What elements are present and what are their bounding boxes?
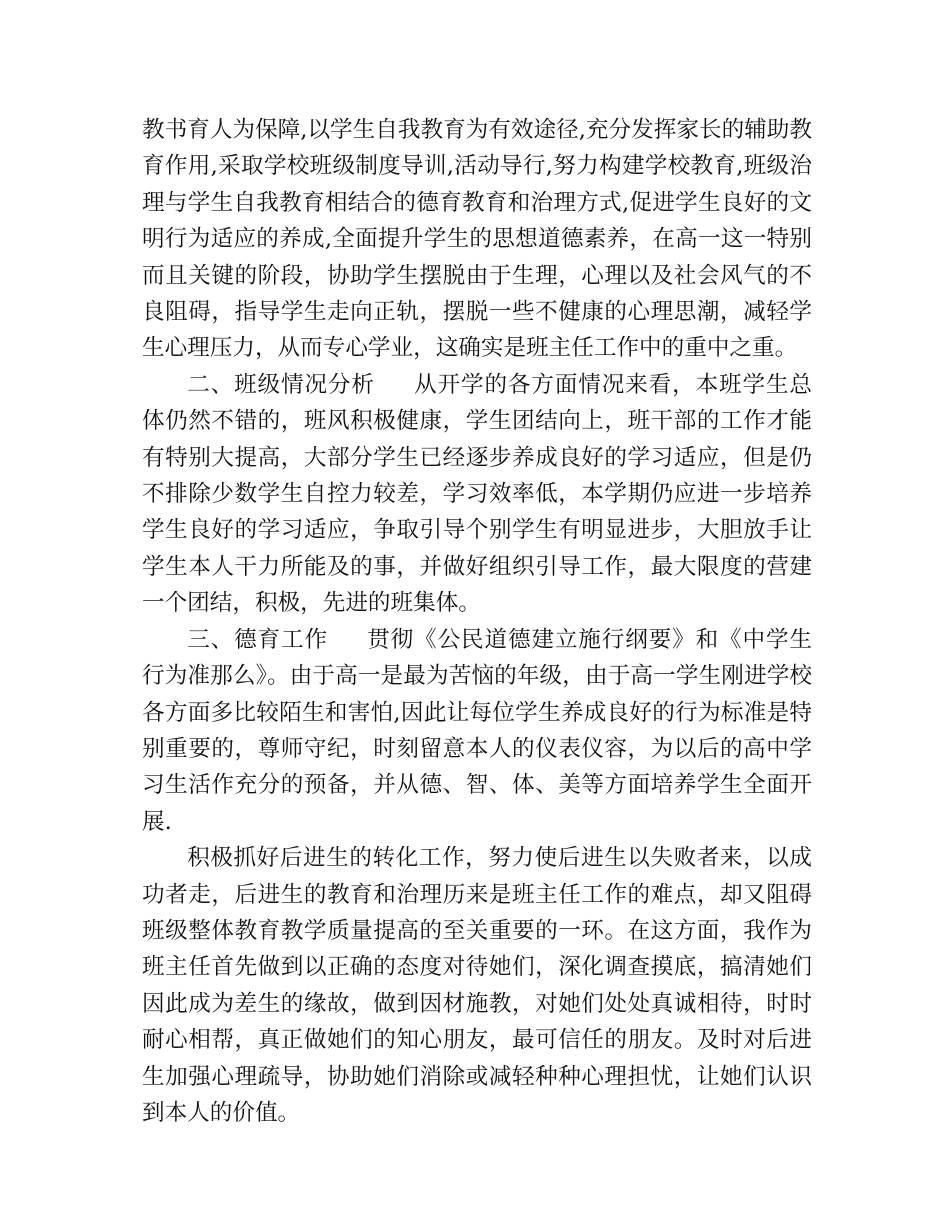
section-heading-class-analysis: 二、班级情况分析 xyxy=(187,371,375,398)
paragraph-intro-continuation: 教书育人为保障,以学生自我教育为有效途径,充分发挥家长的辅助教育作用,采取学校班级制度导训,活动导行,努力构建学校教育,班级治理与学生自我教育相结合的德育教育和治理方式,促进学生良好的文明行为适应的养成,全面提升学生的思想道德素养，在高一这一特别而且关键的阶段，协助学生摆脱由于生理，心理以及社会风气的不良阻碍，指导学生走向正轨，摆脱一些不健康的心理思潮，减轻学生心理压力，从而专心学业，这确实是班主任工作中的重中之重。 xyxy=(142,117,812,362)
section-heading-moral-education: 三、德育工作 xyxy=(187,626,328,653)
section-body-class-analysis: 从开学的各方面情况来看，本班学生总体仍然不错的，班风积极健康，学生团结向上，班干部的工作才能有特别大提高，大部分学生已经逐步养成良好的学习适应，但是仍不排除少数学生自控力较差，学习效率低，本学期仍应进一步培养学生良好的学习适应，争取引导个别学生有明显进步，大胆放手让学生本人干力所能及的事，并做好组织引导工作，最大限度的营建一个团结，积极，先进的班集体。 xyxy=(142,371,813,617)
paragraph-moral-education xyxy=(142,622,812,840)
document-page xyxy=(142,112,812,1131)
paragraph-class-analysis xyxy=(142,367,812,622)
section-body-moral-education: 贯彻《公民道德建立施行纲要》和《中学生行为准那么》。由于高一是最为苦恼的年级，由于高一学生刚进学校各方面多比较陌生和害怕,因此让每位学生养成良好的行为标准是特别重要的，尊师守纪，时刻留意本人的仪表仪容，为以后的高中学习生活作充分的预备，并从德、智、体、美等方面培养学生全面开展. xyxy=(142,626,813,835)
paragraph-underachiever-transformation: 积极抓好后进生的转化工作，努力使后进生以失败者来，以成功者走，后进生的教育和治理历来是班主任工作的难点，却又阻碍班级整体教育教学质量提高的至关重要的一环。在这方面，我作为班主任首先做到以正确的态度对待她们，深化调查摸底，搞清她们因此成为差生的缘故，做到因材施教，对她们处处真诚相待，时时耐心相帮，真正做她们的知心朋友，最可信任的朋友。及时对后进生加强心理疏导，协助她们消除或减轻种种心理担忧，让她们认识到本人的价值。 xyxy=(142,845,812,1126)
